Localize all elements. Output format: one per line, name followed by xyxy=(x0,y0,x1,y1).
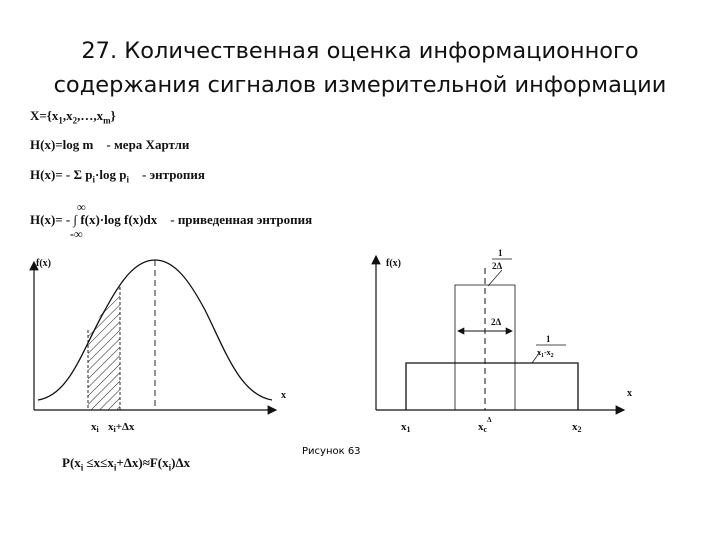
hartley-formula: H(x)=log m - мера Хартли xyxy=(30,137,190,152)
tick-x1: x1 xyxy=(401,421,411,434)
figure-caption: Рисунок 63 xyxy=(302,446,361,457)
uniform-rect xyxy=(406,363,578,410)
left-x-label: x xyxy=(281,390,286,401)
left-y-label: f(x) xyxy=(36,258,51,269)
title-line-1: 27. Количественная оценка информационного xyxy=(81,38,639,64)
level-label-num: 1 xyxy=(498,248,503,258)
hatched-strip xyxy=(88,287,120,410)
hartley-desc: - мера Хартли xyxy=(106,137,190,152)
entropy-formula: H(x)= - Σ $p_i\cdot\log$ $p_i$ - энтропия xyxy=(30,167,205,185)
right-y-label: f(x) xyxy=(386,258,401,269)
tick-xc: $xc^\Delta$ xyxy=(478,416,492,434)
right-x-label: x xyxy=(627,388,632,399)
level-label-den: 2Δ xyxy=(492,261,503,271)
rect-label-den: $x_1-x_2$ xyxy=(537,348,554,359)
integral-upper-limit: ∞ xyxy=(77,200,86,214)
set-formula: $X=\{x_1,x_2,\dots,x_m\}$ xyxy=(30,108,116,126)
reduced-entropy-formula: H(x)= - ∫ f(x)·log f(x)dx - приведенная энтропия xyxy=(30,212,313,227)
tick-xi-dx: xi+Δx xyxy=(108,421,135,434)
width-label: 2Δ xyxy=(491,317,502,327)
right-plot xyxy=(376,248,632,434)
rect-label-num: 1 xyxy=(546,334,551,344)
level-leader xyxy=(488,270,502,286)
integral-lower-limit: -∞ xyxy=(70,227,83,241)
entropy-desc: - энтропия xyxy=(141,167,205,182)
tick-xi: xi xyxy=(91,421,99,434)
tick-x2: x2 xyxy=(572,421,582,434)
probability-formula: $P(x_i \le x\le x_i+\Delta x)\approx F(x_i)\Delta x$ xyxy=(62,455,191,473)
left-plot xyxy=(34,258,286,434)
reduced-entropy-desc: - приведенная энтропия xyxy=(170,212,313,227)
title-line-2: содержания сигналов измерительной информации xyxy=(53,72,667,98)
